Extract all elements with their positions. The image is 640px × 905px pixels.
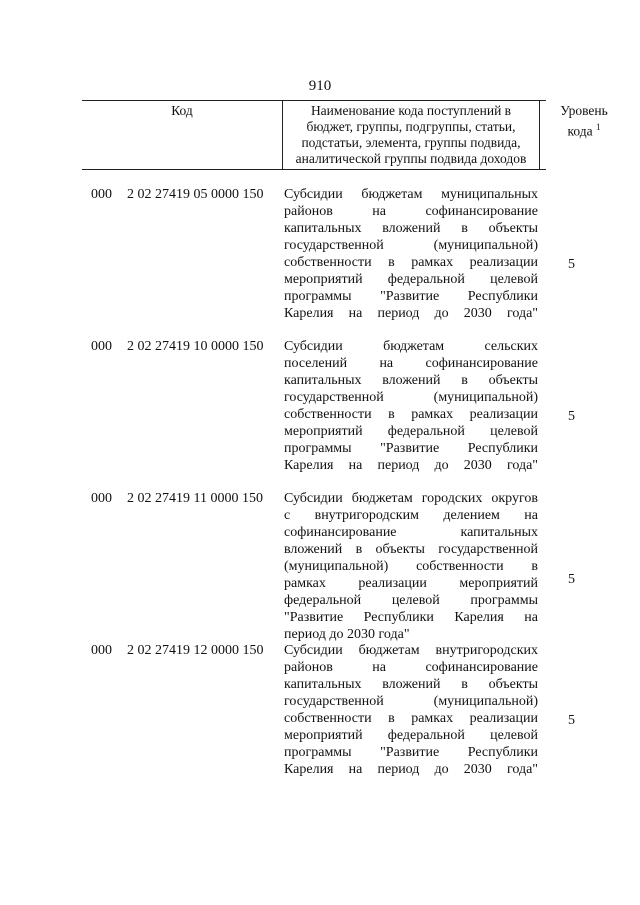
row-name-line: программы "Развитие Республики <box>284 441 538 456</box>
row-name-line: районов на софинансирование <box>284 204 538 219</box>
row-name-line: Субсидии бюджетам сельских <box>284 339 538 354</box>
row-name-line: мероприятий федеральной целевой <box>284 728 538 743</box>
row-name-line: собственности в рамках реализации <box>284 255 538 270</box>
row-name-line: мероприятий федеральной целевой <box>284 424 538 439</box>
row-name <box>284 490 538 643</box>
header-name-line: подстатьи, элемента, группы подвида, <box>301 135 521 150</box>
row-name-line: Карелия на период до 2030 года" <box>284 306 538 321</box>
header-level-line <box>540 119 628 140</box>
row-prefix: 000 <box>91 339 112 354</box>
table-header <box>82 100 608 170</box>
row-name <box>284 338 538 474</box>
row-level: 5 <box>568 409 575 424</box>
row-name-line: рамках реализации мероприятий <box>284 576 538 591</box>
row-name-line: Субсидии бюджетам городских округов <box>284 491 538 506</box>
header-name-line: аналитической группы подвида доходов <box>295 151 527 166</box>
row-code: 2 02 27419 10 0000 150 <box>127 339 264 354</box>
row-code: 2 02 27419 11 0000 150 <box>127 491 263 506</box>
header-name-line: Наименование кода поступлений в <box>310 103 512 118</box>
row-level: 5 <box>568 713 575 728</box>
row-name-line: собственности в рамках реализации <box>284 711 538 726</box>
row-name-line: капитальных вложений в объекты <box>284 221 538 236</box>
footnote-marker: 1 <box>595 122 601 132</box>
page-number: 910 <box>308 78 332 94</box>
row-name-line: софинансирование капитальных <box>284 525 538 540</box>
header-code: Код <box>171 103 193 118</box>
row-name-line: капитальных вложений в объекты <box>284 677 538 692</box>
row-name <box>284 186 538 322</box>
row-name-line: период до 2030 года" <box>284 627 410 642</box>
row-name-line: с внутригородским делением на <box>284 508 538 523</box>
row-name-line: Карелия на период до 2030 года" <box>284 458 538 473</box>
row-name-line: районов на софинансирование <box>284 660 538 675</box>
row-name-line: мероприятий федеральной целевой <box>284 272 538 287</box>
row-name-line: (муниципальной) собственности в <box>284 559 538 574</box>
row-name-line: государственной (муниципальной) <box>284 238 538 253</box>
row-name-line: программы "Развитие Республики <box>284 745 538 760</box>
row-level: 5 <box>568 257 575 272</box>
row-name-line: государственной (муниципальной) <box>284 390 538 405</box>
row-prefix: 000 <box>91 491 112 506</box>
row-name-line: Карелия на период до 2030 года" <box>284 762 538 777</box>
header-name <box>283 103 539 167</box>
row-name-line: собственности в рамках реализации <box>284 407 538 422</box>
header-level <box>540 103 628 140</box>
header-name-line: бюджет, группы, подгруппы, статьи, <box>306 119 516 134</box>
row-name-line: государственной (муниципальной) <box>284 694 538 709</box>
row-name-line: программы "Развитие Республики <box>284 289 538 304</box>
row-name-line: вложений в объекты государственной <box>284 542 538 557</box>
row-code: 2 02 27419 05 0000 150 <box>127 187 264 202</box>
header-level-text: кода <box>567 123 593 139</box>
row-name <box>284 642 538 778</box>
row-prefix: 000 <box>91 187 112 202</box>
row-level: 5 <box>568 572 575 587</box>
row-name-line: поселений на софинансирование <box>284 356 538 371</box>
row-prefix: 000 <box>91 643 112 658</box>
row-name-line: Субсидии бюджетам муниципальных <box>284 187 538 202</box>
row-code: 2 02 27419 12 0000 150 <box>127 643 264 658</box>
row-name-line: капитальных вложений в объекты <box>284 373 538 388</box>
row-name-line: Субсидии бюджетам внутригородских <box>284 643 538 658</box>
row-name-line: "Развитие Республики Карелия на <box>284 610 538 625</box>
header-level-line: Уровень <box>560 103 608 118</box>
row-name-line: федеральной целевой программы <box>284 593 538 608</box>
